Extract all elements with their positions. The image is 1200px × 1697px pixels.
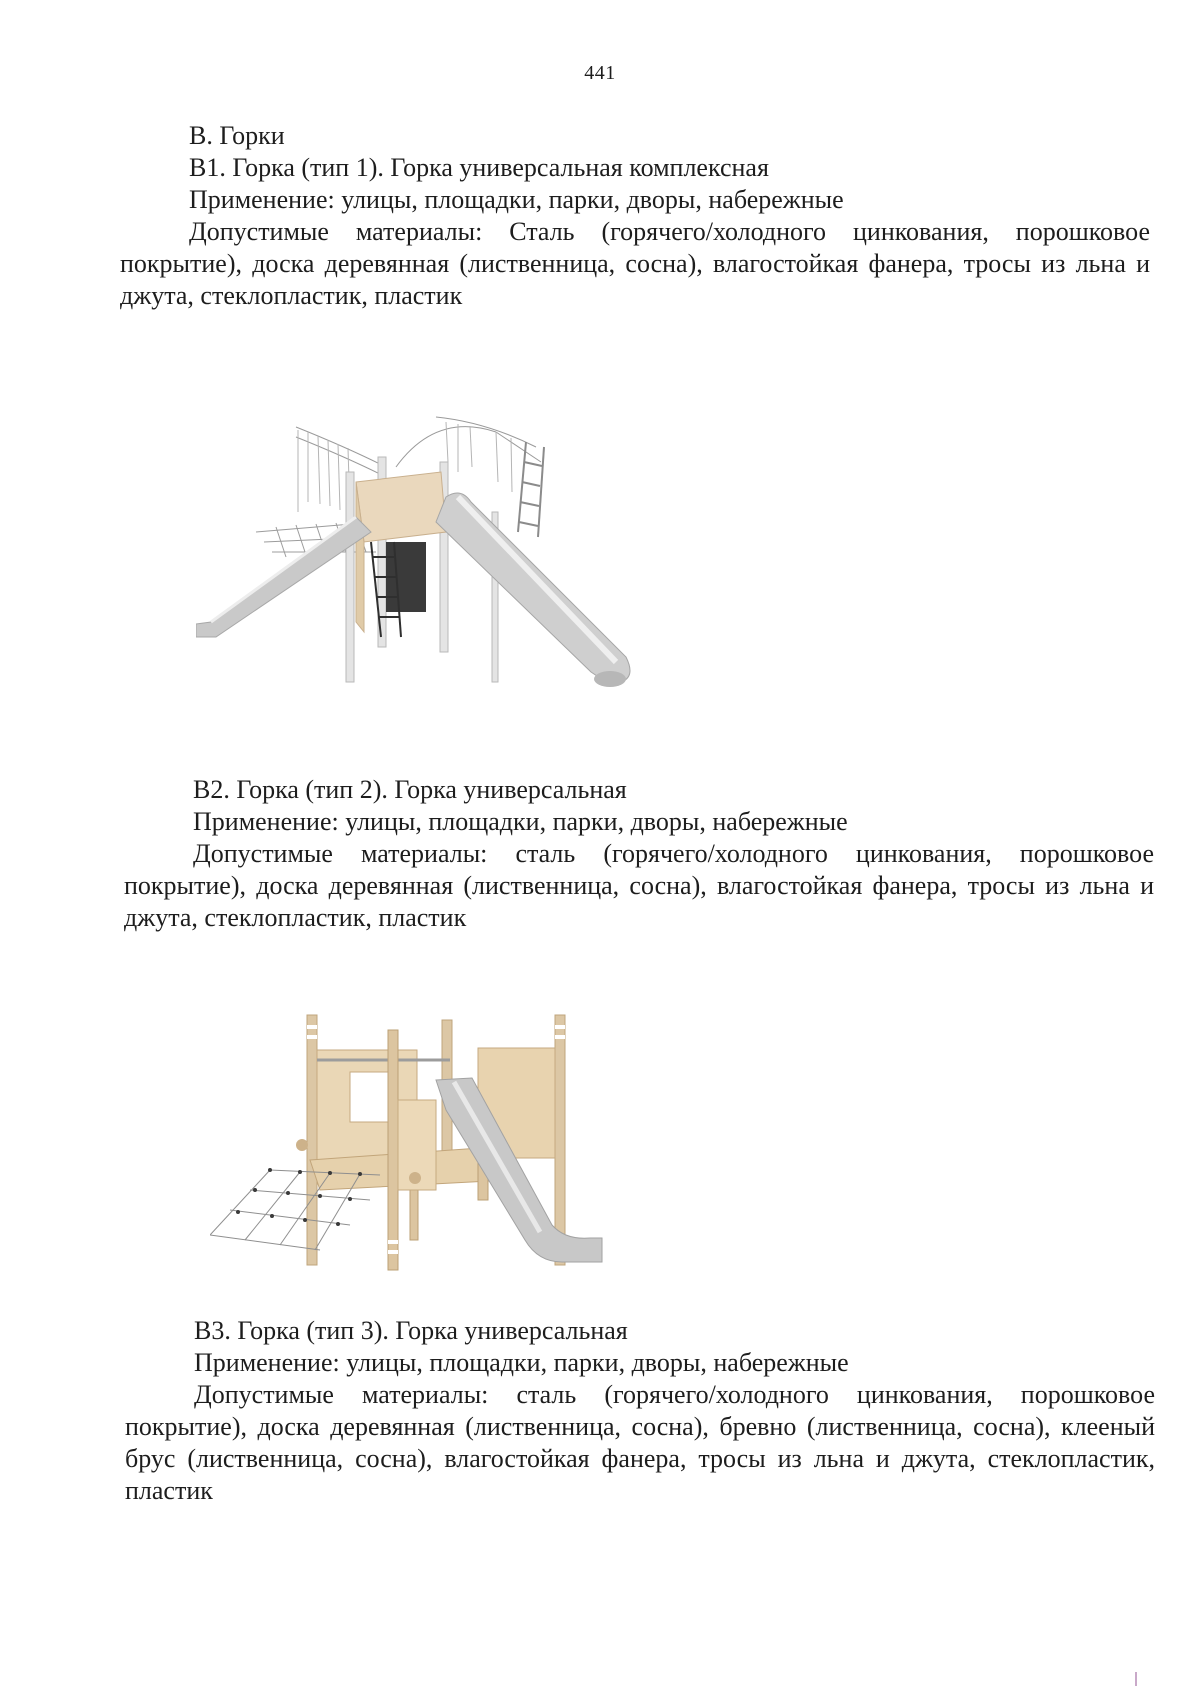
page-edge-mark [1135, 1672, 1137, 1686]
item-b2-title: В2. Горка (тип 2). Горка универсальная [193, 775, 627, 804]
item-b1 [120, 152, 1150, 312]
item-b1-materials: Допустимые материалы: Сталь (горячего/холодного цинкования, порошковое покрытие), доска деревянная (лиственница, сосна), влагостойкая фанера, тросы из льна и джута, стеклопластик, пластик [120, 217, 1150, 310]
item-b3-materials: Допустимые материалы: сталь (горячего/холодного цинкования, порошковое покрытие), доска деревянная (лиственница, сосна), бревно (лиственница, сосна), клееный брус (лиственница, сосна), влагостойкая фанера, тросы из льна и джута, стеклопластик, пластик [125, 1380, 1155, 1505]
slide-type-2-illustration [210, 1000, 670, 1300]
item-b2 [124, 774, 1154, 934]
item-b1-title: В1. Горка (тип 1). Горка универсальная комплексная [189, 153, 769, 182]
page-number: 441 [584, 62, 616, 84]
item-b1-application: Применение: улицы, площадки, парки, дворы, набережные [189, 185, 844, 214]
section-heading: В. Горки [189, 121, 285, 150]
item-b2-materials: Допустимые материалы: сталь (горячего/холодного цинкования, порошковое покрытие), доска деревянная (лиственница, сосна), влагостойкая фанера, тросы из льна и джута, стеклопластик, пластик [124, 839, 1154, 932]
item-b2-application: Применение: улицы, площадки, парки, дворы, набережные [193, 807, 848, 836]
slide-type-1-illustration [196, 392, 696, 752]
item-b3-title: В3. Горка (тип 3). Горка универсальная [194, 1316, 628, 1345]
item-b3-application: Применение: улицы, площадки, парки, дворы, набережные [194, 1348, 849, 1377]
item-b3 [125, 1315, 1155, 1507]
